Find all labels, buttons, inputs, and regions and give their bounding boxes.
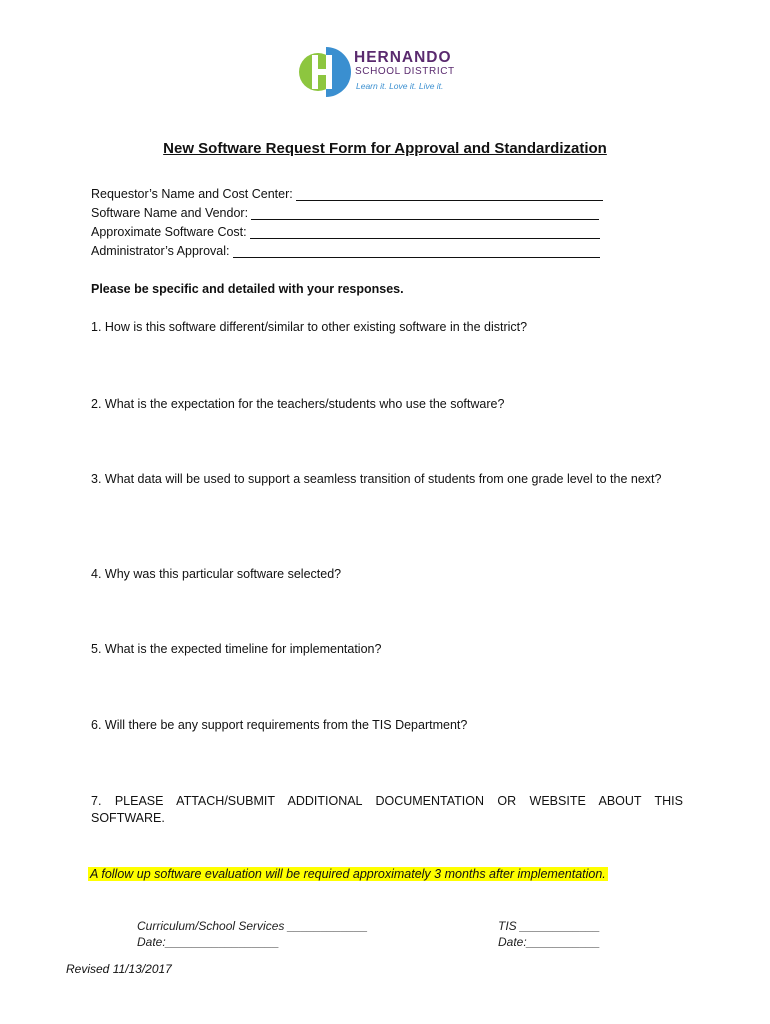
field-label-cost: Approximate Software Cost:	[91, 225, 247, 239]
field-label-approval: Administrator’s Approval:	[91, 244, 230, 258]
revised-date: Revised 11/13/2017	[66, 962, 172, 976]
signature-curriculum-line[interactable]: Curriculum/School Services ____________	[137, 919, 368, 933]
hernando-h-logo-icon	[298, 43, 352, 101]
field-label-software: Software Name and Vendor:	[91, 206, 249, 220]
question-7-continued: SOFTWARE.	[91, 811, 165, 825]
form-title: New Software Request Form for Approval and Standardization	[163, 140, 607, 157]
question-1: 1. How is this software different/similar to other existing software in the district?	[91, 320, 528, 334]
follow-up-note: A follow up software evaluation will be required approximately 3 months after implementation.	[90, 867, 606, 881]
district-logo	[298, 43, 478, 101]
instruction-text: Please be specific and detailed with your responses.	[91, 282, 404, 296]
field-label-requestor: Requestor’s Name and Cost Center:	[91, 187, 293, 201]
logo-tagline: Learn it. Love it. Live it.	[356, 81, 444, 91]
question-4: 4. Why was this particular software selected?	[91, 567, 342, 581]
signature-tis-line[interactable]: TIS ____________	[498, 919, 601, 933]
signature-curriculum-date[interactable]: Date:_________________	[137, 935, 280, 949]
signature-tis-date[interactable]: Date:___________	[498, 935, 601, 949]
question-7: 7. PLEASE ATTACH/SUBMIT ADDITIONAL DOCUMENTATION OR WEBSITE ABOUT THIS	[91, 794, 683, 808]
signature-curriculum	[137, 918, 368, 950]
field-requestor	[91, 182, 603, 201]
field-input-software[interactable]	[251, 206, 599, 220]
field-input-approval[interactable]	[233, 244, 600, 258]
question-6: 6. Will there be any support requirements from the TIS Department?	[91, 718, 468, 732]
question-2: 2. What is the expectation for the teachers/students who use the software?	[91, 397, 505, 411]
field-software	[91, 201, 603, 220]
form-fields	[91, 182, 603, 258]
field-approval	[91, 239, 603, 258]
logo-name: HERNANDO	[354, 49, 452, 66]
field-cost	[91, 220, 603, 239]
field-input-cost[interactable]	[250, 225, 600, 239]
signature-tis	[498, 918, 600, 950]
question-3: 3. What data will be used to support a seamless transition of students from one grade level to the next?	[91, 472, 662, 486]
question-5: 5. What is the expected timeline for implementation?	[91, 642, 382, 656]
field-input-requestor[interactable]	[296, 187, 603, 201]
logo-subtitle: SCHOOL DISTRICT	[355, 66, 455, 77]
